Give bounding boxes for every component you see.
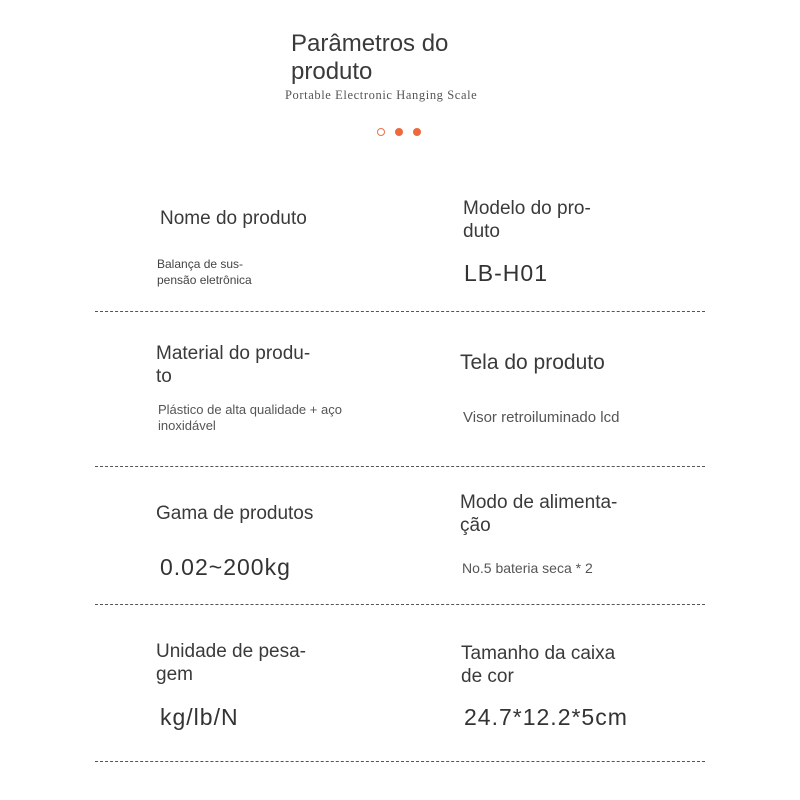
dot-filled-icon (413, 128, 421, 136)
param-value: No.5 bateria seca * 2 (462, 560, 593, 576)
row-divider (95, 466, 705, 467)
param-range (156, 502, 313, 525)
param-value: LB-H01 (464, 260, 548, 286)
param-material (156, 342, 310, 388)
param-value: Visor retroiluminado lcd (463, 409, 620, 426)
param-label: Modelo do pro- duto (463, 198, 591, 242)
param-screen (460, 351, 605, 374)
row-divider (95, 311, 705, 312)
param-value: 0.02~200kg (160, 554, 291, 580)
page-title-line-1: Parâmetros do (291, 30, 449, 57)
page-title-line-2: produto (291, 58, 373, 85)
dot-filled-icon (395, 128, 403, 136)
param-product-model (463, 197, 591, 243)
param-label: Unidade de pesa- gem (156, 641, 306, 685)
param-value: kg/lb/N (160, 704, 239, 730)
param-box-size (461, 642, 615, 688)
page-subtitle: Portable Electronic Hanging Scale (285, 88, 478, 102)
row-divider (95, 761, 705, 762)
param-label: Tamanho da caixa de cor (461, 643, 616, 687)
param-product-name (160, 207, 307, 230)
row-divider (95, 604, 705, 605)
page-title (291, 30, 448, 86)
dot-outline-icon (377, 128, 385, 136)
param-label: Material do produ- to (156, 343, 311, 387)
param-power-mode (460, 491, 617, 537)
param-label: Gama de produtos (156, 503, 314, 524)
param-value: 24.7*12.2*5cm (464, 704, 628, 730)
param-label: Modo de alimenta- ção (460, 492, 618, 536)
param-label: Nome do produto (160, 208, 307, 229)
param-weighing-unit (156, 640, 306, 686)
param-value: Balança de sus- pensão eletrônica (157, 257, 252, 287)
param-value: Plástico de alta qualidade + aço inoxidável (158, 402, 342, 433)
param-label: Tela do produto (460, 351, 605, 374)
